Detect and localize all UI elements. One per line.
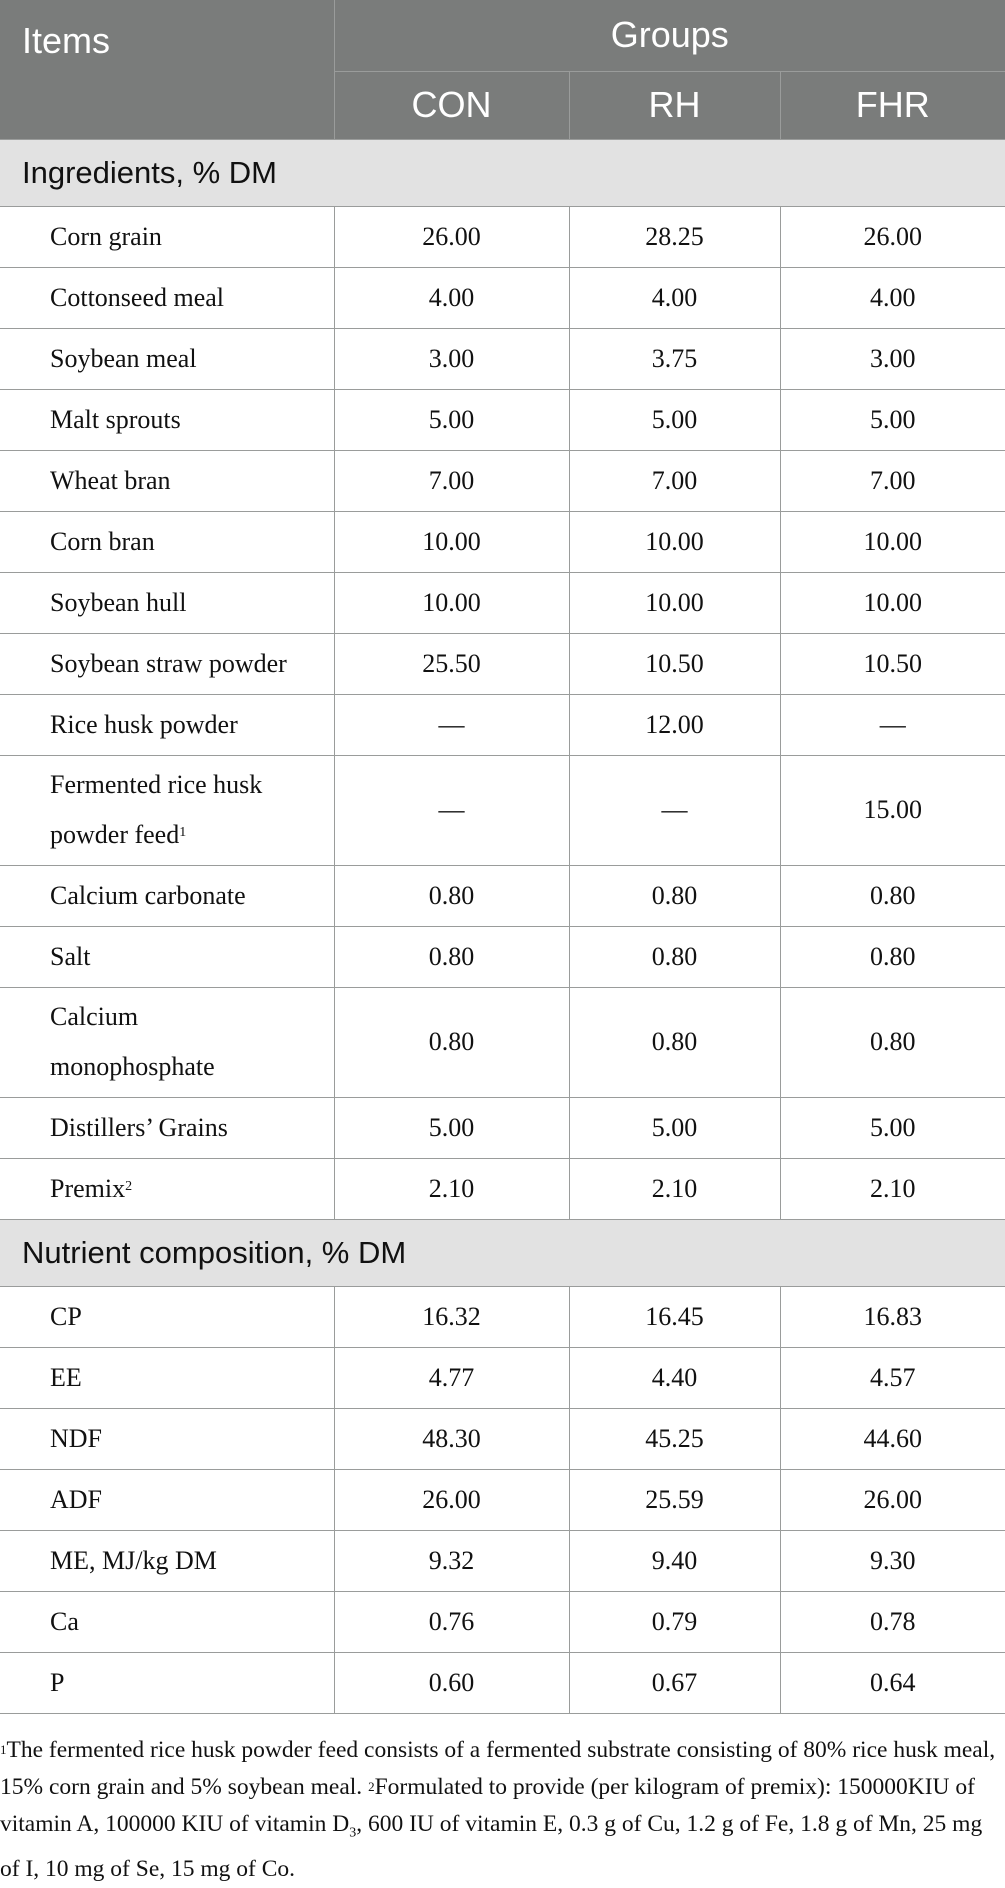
header-groups: Groups — [334, 0, 1005, 71]
value-con: 48.30 — [334, 1408, 569, 1469]
row-label-text: Soybean hull — [50, 588, 187, 617]
value-con: 0.76 — [334, 1591, 569, 1652]
table-row — [0, 926, 1005, 987]
value-rh: 0.80 — [569, 987, 780, 1097]
header-rh: RH — [569, 71, 780, 139]
row-label-text: ADF — [50, 1485, 102, 1514]
footnote-2-marker: 2 — [368, 1779, 375, 1794]
row-label — [0, 633, 334, 694]
value-fhr: 10.00 — [780, 572, 1005, 633]
row-label — [0, 1347, 334, 1408]
row-label-text: Wheat bran — [50, 466, 171, 495]
row-label-text: Premix — [50, 1174, 125, 1203]
value-rh: — — [569, 755, 780, 865]
row-label — [0, 1097, 334, 1158]
value-fhr: 0.80 — [780, 987, 1005, 1097]
value-fhr: 9.30 — [780, 1530, 1005, 1591]
header-con: CON — [334, 71, 569, 139]
value-con: 26.00 — [334, 206, 569, 267]
row-label-text: P — [50, 1668, 64, 1697]
value-rh: 5.00 — [569, 1097, 780, 1158]
table-body — [0, 139, 1005, 1713]
value-con: 0.80 — [334, 926, 569, 987]
table-header — [0, 0, 1005, 139]
value-con: 26.00 — [334, 1469, 569, 1530]
value-con: — — [334, 755, 569, 865]
table-row — [0, 865, 1005, 926]
value-rh: 4.40 — [569, 1347, 780, 1408]
row-label-line-2: monophosphate — [50, 1052, 215, 1081]
row-label — [0, 572, 334, 633]
value-fhr: 0.80 — [780, 926, 1005, 987]
value-con: 0.60 — [334, 1652, 569, 1713]
value-fhr: 26.00 — [780, 206, 1005, 267]
table-row — [0, 206, 1005, 267]
footnote-marker: 1 — [179, 825, 186, 840]
row-label-text: Soybean meal — [50, 344, 197, 373]
row-label — [0, 755, 334, 865]
table-row — [0, 694, 1005, 755]
table-row — [0, 1469, 1005, 1530]
value-fhr: 0.80 — [780, 865, 1005, 926]
row-label — [0, 328, 334, 389]
row-label-text: ME, MJ/kg DM — [50, 1546, 217, 1575]
table-row — [0, 755, 1005, 865]
value-fhr: 2.10 — [780, 1158, 1005, 1219]
row-label-text: Salt — [50, 942, 90, 971]
value-rh: 7.00 — [569, 450, 780, 511]
footnote-2-text-b: , 600 IU of vitamin E, 0.3 g of Cu, 1.2 g of Fe, 1.8 g of Mn, 25 mg of I, 10 mg of Se, 15 mg of Co. — [0, 1811, 982, 1883]
row-label-text: Ca — [50, 1607, 79, 1636]
row-label — [0, 987, 334, 1097]
row-label — [0, 1652, 334, 1713]
table-row — [0, 633, 1005, 694]
value-fhr: 16.83 — [780, 1286, 1005, 1347]
value-con: 10.00 — [334, 572, 569, 633]
value-fhr: 10.50 — [780, 633, 1005, 694]
value-fhr: — — [780, 694, 1005, 755]
value-rh: 0.67 — [569, 1652, 780, 1713]
value-fhr: 7.00 — [780, 450, 1005, 511]
footnote-marker: 2 — [125, 1179, 132, 1194]
value-con: — — [334, 694, 569, 755]
value-con: 4.00 — [334, 267, 569, 328]
table-row — [0, 267, 1005, 328]
row-label-text: NDF — [50, 1424, 102, 1453]
value-rh: 10.00 — [569, 572, 780, 633]
footnotes — [0, 1714, 1005, 1888]
footnote-1-marker: 1 — [0, 1742, 7, 1757]
value-con: 0.80 — [334, 865, 569, 926]
value-rh: 12.00 — [569, 694, 780, 755]
value-con: 5.00 — [334, 1097, 569, 1158]
section-title: Nutrient composition, % DM — [0, 1219, 1005, 1286]
row-label-line-1: Fermented rice husk — [50, 770, 262, 799]
table-row — [0, 1097, 1005, 1158]
row-label-text: Distillers’ Grains — [50, 1113, 228, 1142]
footnote-2-text-a: Formulated to provide (per kilogram of premix): 150000KIU of vitamin A, 100000 KIU of vitamin D — [0, 1774, 975, 1837]
value-con: 16.32 — [334, 1286, 569, 1347]
row-label-text: CP — [50, 1302, 82, 1331]
row-label — [0, 1158, 334, 1219]
value-rh: 0.80 — [569, 926, 780, 987]
table-row — [0, 1286, 1005, 1347]
section-title: Ingredients, % DM — [0, 139, 1005, 206]
section-header-row — [0, 139, 1005, 206]
value-rh: 0.79 — [569, 1591, 780, 1652]
value-fhr: 10.00 — [780, 511, 1005, 572]
value-rh: 0.80 — [569, 865, 780, 926]
table-row — [0, 450, 1005, 511]
row-label — [0, 1286, 334, 1347]
row-label — [0, 267, 334, 328]
row-label — [0, 206, 334, 267]
header-fhr: FHR — [780, 71, 1005, 139]
value-rh: 25.59 — [569, 1469, 780, 1530]
table-row — [0, 572, 1005, 633]
value-rh: 3.75 — [569, 328, 780, 389]
value-rh: 10.00 — [569, 511, 780, 572]
footnote-1-text: The fermented rice husk powder feed consists of a fermented substrate consisting of 80% rice husk meal, 15% corn grain and 5% soybean meal. — [0, 1737, 995, 1800]
value-con: 9.32 — [334, 1530, 569, 1591]
value-fhr: 0.64 — [780, 1652, 1005, 1713]
value-fhr: 5.00 — [780, 389, 1005, 450]
table-row — [0, 389, 1005, 450]
value-con: 7.00 — [334, 450, 569, 511]
row-label — [0, 1469, 334, 1530]
table-row — [0, 511, 1005, 572]
table-row — [0, 1408, 1005, 1469]
table-row — [0, 1530, 1005, 1591]
row-label — [0, 1408, 334, 1469]
row-label — [0, 1591, 334, 1652]
value-rh: 16.45 — [569, 1286, 780, 1347]
row-label — [0, 511, 334, 572]
row-label — [0, 694, 334, 755]
table-row — [0, 987, 1005, 1097]
value-fhr: 4.57 — [780, 1347, 1005, 1408]
row-label-text: Soybean straw powder — [50, 649, 287, 678]
header-items: Items — [0, 0, 334, 139]
table-row — [0, 328, 1005, 389]
value-fhr: 3.00 — [780, 328, 1005, 389]
value-fhr: 5.00 — [780, 1097, 1005, 1158]
value-rh: 9.40 — [569, 1530, 780, 1591]
table-row — [0, 1347, 1005, 1408]
value-fhr: 0.78 — [780, 1591, 1005, 1652]
footnote-2-subscript: 3 — [349, 1825, 356, 1840]
value-con: 10.00 — [334, 511, 569, 572]
row-label-text: Calcium carbonate — [50, 881, 246, 910]
row-label — [0, 389, 334, 450]
value-con: 2.10 — [334, 1158, 569, 1219]
value-con: 4.77 — [334, 1347, 569, 1408]
row-label-text: Cottonseed meal — [50, 283, 224, 312]
value-rh: 45.25 — [569, 1408, 780, 1469]
value-rh: 2.10 — [569, 1158, 780, 1219]
row-label-line-2: powder feed — [50, 820, 179, 849]
value-rh: 10.50 — [569, 633, 780, 694]
table-row — [0, 1652, 1005, 1713]
row-label-text: Rice husk powder — [50, 710, 238, 739]
row-label — [0, 865, 334, 926]
value-con: 5.00 — [334, 389, 569, 450]
value-fhr: 26.00 — [780, 1469, 1005, 1530]
row-label-text: Malt sprouts — [50, 405, 181, 434]
section-header-row — [0, 1219, 1005, 1286]
row-label — [0, 1530, 334, 1591]
table-row — [0, 1158, 1005, 1219]
table-row — [0, 1591, 1005, 1652]
value-fhr: 44.60 — [780, 1408, 1005, 1469]
value-rh: 28.25 — [569, 206, 780, 267]
value-con: 0.80 — [334, 987, 569, 1097]
value-rh: 4.00 — [569, 267, 780, 328]
value-fhr: 15.00 — [780, 755, 1005, 865]
row-label — [0, 450, 334, 511]
value-con: 3.00 — [334, 328, 569, 389]
value-rh: 5.00 — [569, 389, 780, 450]
row-label-text: Corn grain — [50, 222, 162, 251]
value-fhr: 4.00 — [780, 267, 1005, 328]
row-label-line-1: Calcium — [50, 1002, 138, 1031]
row-label — [0, 926, 334, 987]
row-label-text: EE — [50, 1363, 82, 1392]
row-label-text: Corn bran — [50, 527, 155, 556]
value-con: 25.50 — [334, 633, 569, 694]
